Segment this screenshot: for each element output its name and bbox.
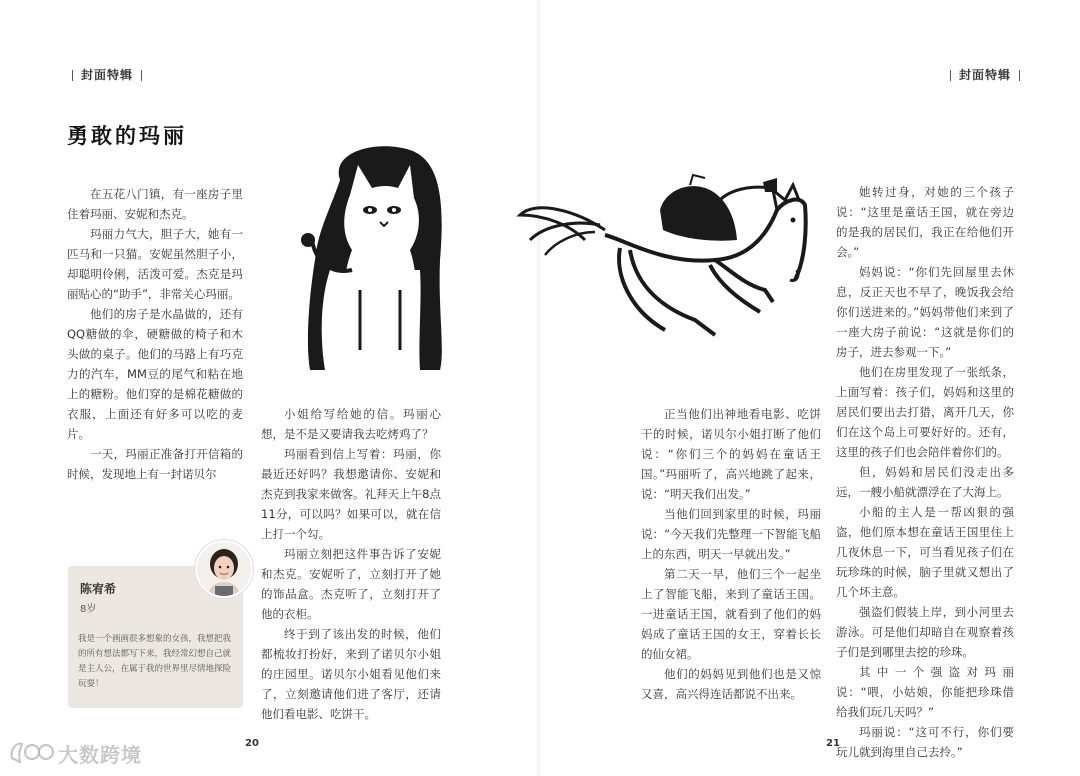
paragraph: 但，妈妈和居民们没走出多远，一艘小船就漂浮在了大海上。: [836, 465, 1014, 499]
story-column-3: [641, 404, 821, 704]
section-tag: [64, 66, 150, 83]
page-number: 20: [245, 738, 259, 749]
author-avatar: [195, 540, 253, 598]
paragraph: 一天，玛丽正准备打开信箱的时候，发现地上有一封诺贝尔: [67, 447, 243, 481]
paragraph: 妈妈说：“你们先回屋里去休息，反正天也不早了，晚饭我会给你们送进来的。”妈妈带他们来到了一座大房子前说：“这就是你们的房子，进去参观一下。”: [836, 265, 1014, 359]
paragraph: 小船的主人是一帮凶狠的强盗，他们原本想在童话王国里住上几夜休息一下，可当看见孩子们在玩珍珠的时候，脑子里就又想出了几个坏主意。: [836, 505, 1014, 599]
paragraph: 玛丽力气大，胆子大，她有一匹马和一只猫。安妮虽然胆子小，却聪明伶俐，活泼可爱。杰克是玛丽贴心的“助手”，非常关心玛丽。: [67, 227, 243, 301]
paragraph: 他们的妈妈见到他们也是又惊又喜，高兴得连话都说不出来。: [641, 667, 821, 701]
paragraph: 他们在房里发现了一张纸条，上面写着：孩子们，妈妈和这里的居民们要出去打猎，离开几天，你们在这个岛上可要好好的。还有，这里的孩子们也会陪伴着你们的。: [836, 365, 1014, 459]
author-name: 陈宥希: [80, 582, 117, 596]
section-tag-label: 封面特辑: [959, 68, 1012, 82]
watermark: [6, 736, 166, 768]
section-tag-label: 封面特辑: [81, 68, 134, 82]
story-column-1: [67, 184, 243, 484]
watermark-logo-icon: [6, 736, 54, 768]
paragraph: 终于到了该出发的时候，他们都梳妆打扮好，来到了诺贝尔小姐的庄园里。诺贝尔小姐看见他们来了，立刻邀请他们进了客厅，还请他们看电影、吃饼干。: [261, 627, 441, 721]
paragraph: 其中一个强盗对玛丽说：“喂，小姑娘，你能把珍珠借给我们玩几天吗？”: [836, 665, 1014, 719]
paragraph: 玛丽看到信上写着：玛丽，你最近还好吗？我想邀请你、安妮和杰克到我家来做客。礼拜天上午8点11分，可以吗？如果可以，就在信上打一个勾。: [261, 447, 441, 541]
section-tag: [942, 66, 1028, 83]
horse-with-rider-illustration: [515, 170, 815, 350]
page-number: 21: [826, 738, 840, 749]
paragraph: 他们的房子是水晶做的，还有QQ糖做的伞，硬糖做的椅子和木头做的桌子。他们的马路上有巧克力的汽车，MM豆的尾气和粘在地上的糖粉。他们穿的是棉花糖做的衣服，上面还有好多可以吃的麦片。: [67, 307, 243, 441]
paragraph: 她转过身，对她的三个孩子说：“这里是童话王国，就在旁边的是我的居民们，我正在给他们开会。”: [836, 185, 1014, 259]
paragraph: 玛丽立刻把这件事告诉了安妮和杰克。安妮听了，立刻打开了她的饰品盒。杰克听了，立刻打开了他的衣柜。: [261, 547, 441, 621]
author-bio: 我是一个画画很多想象的女孩，我想把我的所有想法都写下来，我经常幻想自己就是主人公，在属于我的世界里尽情地探险玩耍！: [78, 634, 232, 689]
cat-in-chair-illustration: [290, 140, 450, 380]
story-title: 勇敢的玛丽: [67, 124, 187, 148]
right-page: [540, 0, 1080, 776]
story-column-2: [261, 404, 441, 724]
paragraph: 在五花八门镇，有一座房子里住着玛丽、安妮和杰克。: [67, 187, 243, 221]
paragraph: 第二天一早，他们三个一起坐上了智能飞船，来到了童话王国。一进童话王国，就看到了他们的妈妈成了童话王国的女王，穿着长长的仙女裙。: [641, 567, 821, 661]
paragraph: 当他们回到家里的时候，玛丽说：“今天我们先整理一下智能飞船上的东西，明天一早就出发。”: [641, 507, 821, 561]
paragraph: 小姐给写给她的信。玛丽心想，是不是又要请我去吃烤鸡了？: [261, 407, 441, 441]
paragraph: 正当他们出神地看电影、吃饼干的时候，诺贝尔小姐打断了他们说：“你们三个的妈妈在童话王国。”玛丽听了，高兴地跳了起来，说：“明天我们出发。”: [641, 407, 821, 501]
watermark-text: 大数跨境: [58, 743, 142, 767]
author-avatar-icon: [197, 542, 251, 596]
story-column-4: [836, 182, 1014, 762]
paragraph: 玛丽说：“这可不行，你们要玩儿就到海里自己去拎。”: [836, 725, 1014, 759]
paragraph: 强盗们假装上岸，到小河里去游泳。可是他们却暗自在观察着孩子们是到哪里去挖的珍珠。: [836, 605, 1014, 659]
author-age: 8岁: [80, 604, 97, 615]
